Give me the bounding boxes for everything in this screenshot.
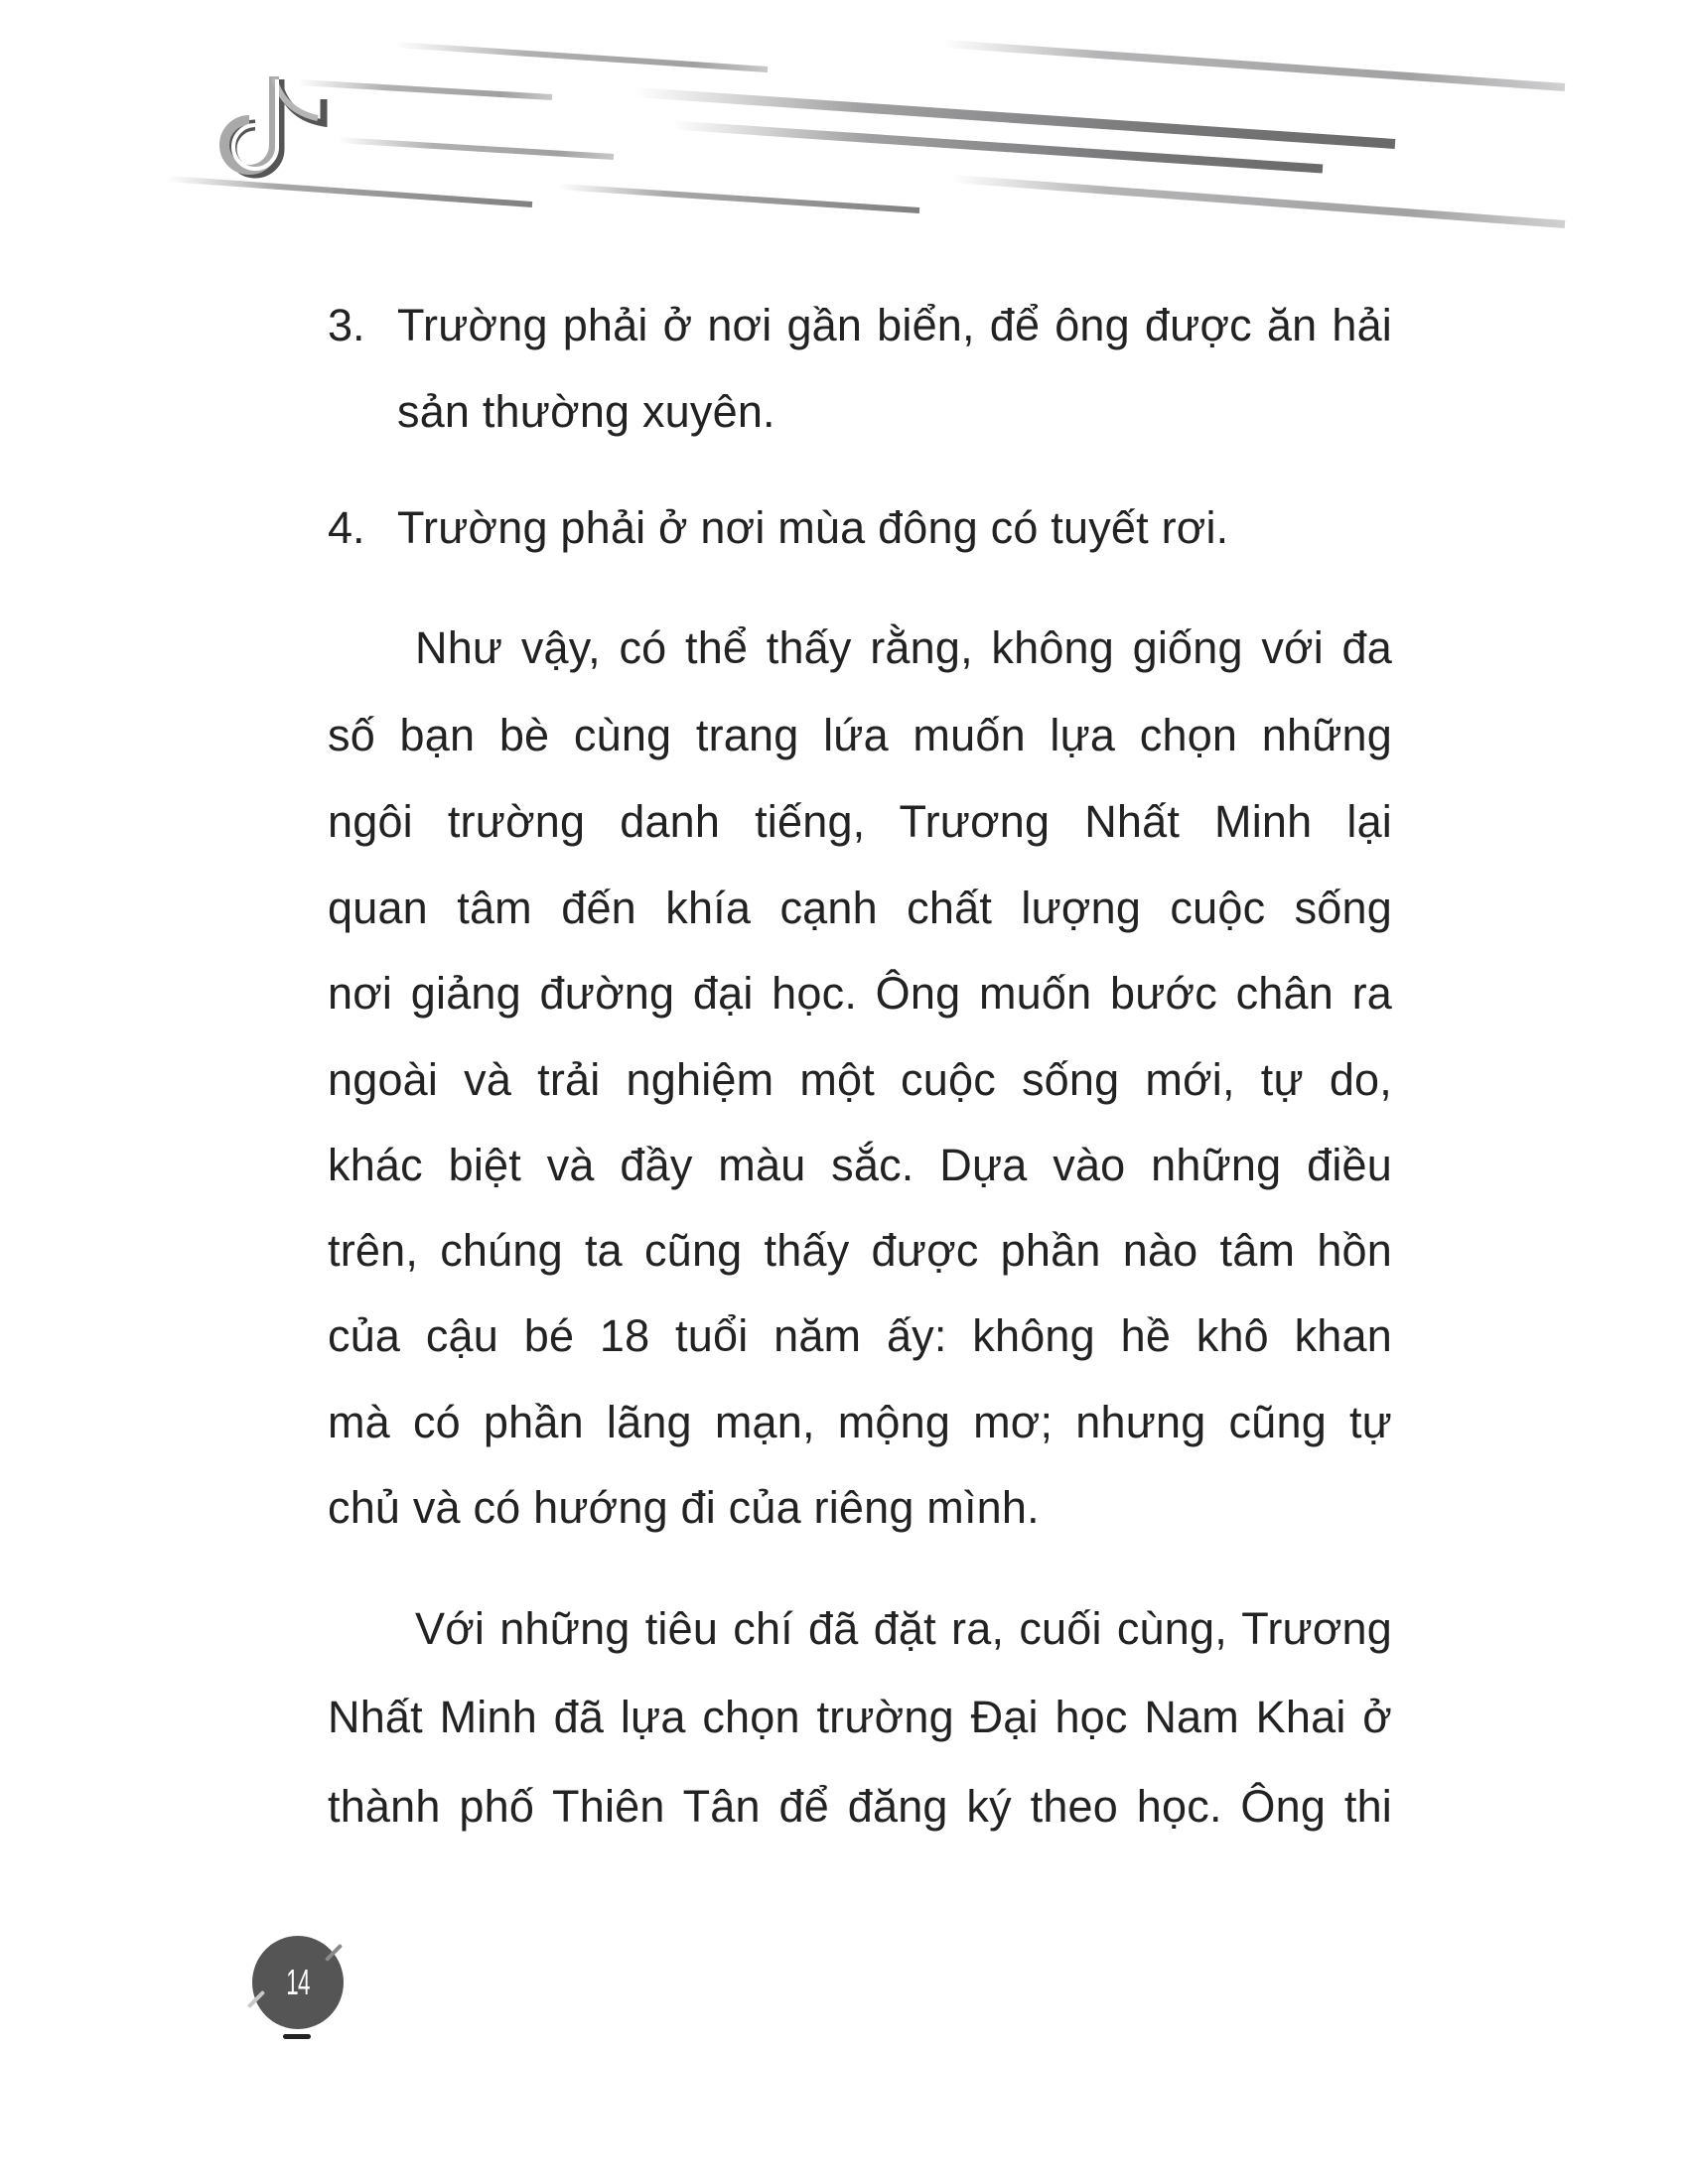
paragraph-line: Như vậy, có thể thấy rằng, không giống với đa (415, 622, 1392, 673)
paragraph-line: số bạn bè cùng trang lứa muốn lựa chọn những (328, 710, 1392, 760)
paragraph-line: nơi giảng đường đại học. Ông muốn bước chân ra (328, 968, 1392, 1019)
paragraph-line: Nhất Minh đã lựa chọn trường Đại học Nam Khai ở (328, 1692, 1392, 1742)
paragraph-line: chủ và có hướng đi của riêng mình. (328, 1482, 1040, 1533)
header-decoration (0, 0, 1688, 258)
paragraph-line: Với những tiêu chí đã đặt ra, cuối cùng, Trương (415, 1603, 1392, 1654)
paragraph-line: mà có phần lãng mạn, mộng mơ; nhưng cũng tự (328, 1397, 1392, 1447)
list-number: 4. (328, 502, 365, 553)
list-item-text-line: Trường phải ở nơi gần biển, để ông được ăn hải (397, 300, 1392, 350)
paragraph-line: ngôi trường danh tiếng, Trương Nhất Minh lại (328, 796, 1392, 847)
page-number-badge (252, 1936, 344, 2029)
page-number: 14 (286, 1962, 310, 2002)
speed-lines (167, 44, 1565, 224)
paragraph-line: ngoài và trải nghiệm một cuộc sống mới, tự do, (328, 1054, 1392, 1105)
music-note-icon (224, 76, 324, 173)
list-item-text-line: sản thường xuyên. (397, 386, 775, 437)
list-item-text-line: Trường phải ở nơi mùa đông có tuyết rơi. (397, 502, 1229, 553)
paragraph-line: quan tâm đến khía cạnh chất lượng cuộc sống (328, 883, 1392, 933)
paragraph-line: trên, chúng ta cũng thấy được phần nào tâm hồn (328, 1225, 1392, 1276)
paragraph-line: của cậu bé 18 tuổi năm ấy: không hề khô khan (328, 1310, 1392, 1361)
page-number-underline (283, 2034, 311, 2039)
paragraph-line: khác biệt và đầy màu sắc. Dựa vào những điều (328, 1140, 1392, 1190)
paragraph-line: thành phố Thiên Tân để đăng ký theo học. Ông thi (328, 1781, 1392, 1832)
list-number: 3. (328, 300, 365, 350)
